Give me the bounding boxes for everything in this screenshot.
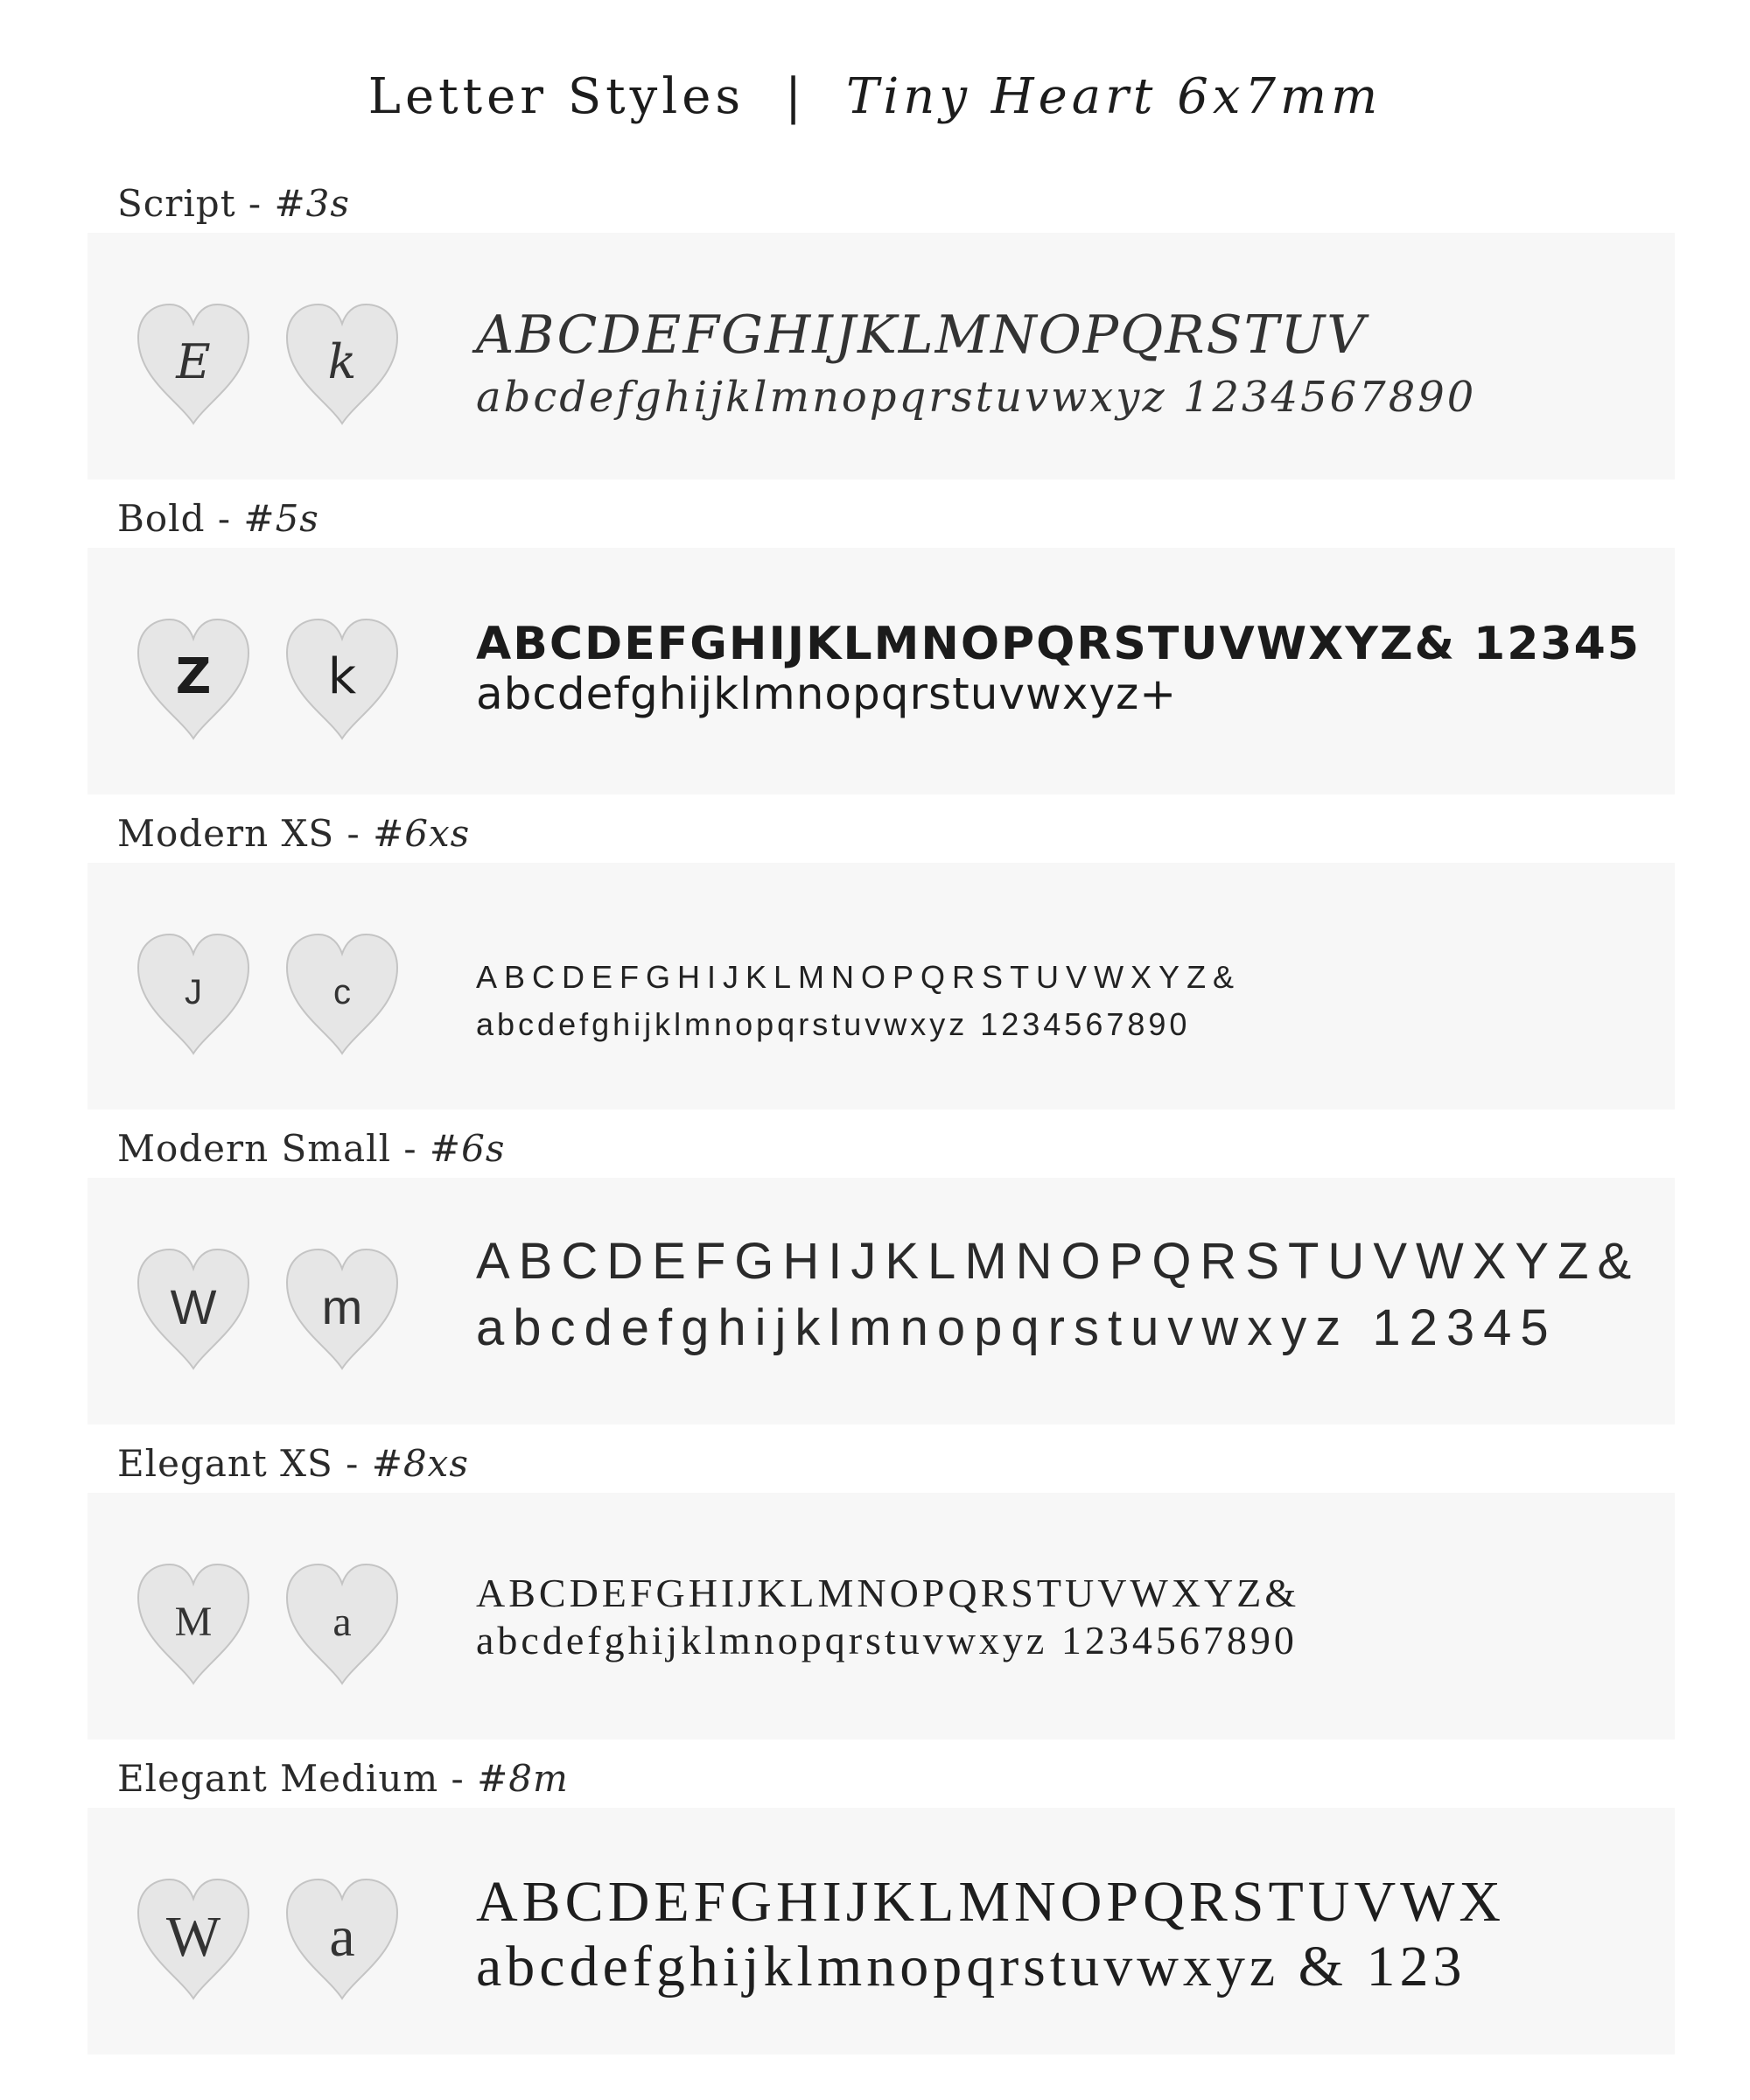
- style-label: [117, 497, 319, 540]
- style-panel: [88, 233, 1675, 480]
- title-text: Letter Styles: [368, 68, 746, 125]
- heart-icon: [136, 1563, 250, 1685]
- style-name: Elegant Medium -: [117, 1757, 478, 1800]
- heart-icon: [136, 1248, 250, 1370]
- style-label: [117, 1127, 505, 1170]
- heart-icon: [285, 618, 399, 740]
- heart-icon: [285, 1878, 399, 2000]
- style-code: #6s: [429, 1127, 506, 1170]
- style-name: Bold -: [117, 497, 244, 540]
- heart-sample-letter: Z: [175, 648, 212, 705]
- heart-sample-letter: a: [329, 1905, 355, 1969]
- heart-sample-letter: W: [165, 1905, 221, 1969]
- style-panel: [88, 548, 1675, 794]
- page-title: [0, 68, 1750, 125]
- heart-icon: [285, 933, 399, 1055]
- style-code: #6xs: [373, 812, 471, 855]
- heart-sample-letter: J: [185, 973, 202, 1012]
- title-separator: |: [785, 68, 806, 125]
- uppercase-alphabet: ABCDEFGHIJKLMNOPQRSTUVWXYZ& 12345: [476, 618, 1641, 670]
- heart-sample-letter: k: [327, 648, 357, 705]
- style-name: Script -: [117, 182, 275, 225]
- uppercase-alphabet: ABCDEFGHIJKLMNOPQRSTUV: [476, 304, 1367, 366]
- title-subtitle: Tiny Heart 6x7mm: [845, 68, 1382, 125]
- heart-sample-letter: W: [170, 1279, 217, 1334]
- heart-sample-letter: E: [176, 334, 211, 389]
- uppercase-alphabet: ABCDEFGHIJKLMNOPQRSTUVWXYZ&: [476, 959, 1242, 995]
- style-panel: [88, 863, 1675, 1110]
- style-label: [117, 812, 470, 855]
- lowercase-alphabet: abcdefghijklmnopqrstuvwxyz 1234567890: [476, 1006, 1191, 1042]
- lowercase-alphabet: abcdefghijklmnopqrstuvwxyz 12345: [476, 1299, 1558, 1356]
- heart-icon: [285, 1563, 399, 1685]
- uppercase-alphabet: ABCDEFGHIJKLMNOPQRSTUVWXYZ&: [476, 1233, 1641, 1290]
- heart-sample-letter: M: [174, 1599, 213, 1645]
- style-code: #3s: [274, 182, 350, 225]
- style-code: #8m: [477, 1757, 569, 1800]
- style-label: [117, 182, 350, 225]
- heart-icon: [136, 1878, 250, 2000]
- heart-icon: [136, 618, 250, 740]
- lowercase-alphabet: abcdefghijklmnopqrstuvwxyz 1234567890: [476, 373, 1477, 422]
- heart-icon: [285, 1248, 399, 1370]
- style-label: [117, 1757, 569, 1800]
- style-code: #5s: [243, 497, 319, 540]
- heart-sample-letter: m: [321, 1279, 363, 1334]
- style-name: Modern XS -: [117, 812, 374, 855]
- style-panel: [88, 1493, 1675, 1740]
- heart-sample-letter: k: [327, 334, 357, 389]
- heart-sample-letter: c: [333, 973, 351, 1012]
- lowercase-alphabet: abcdefghijklmnopqrstuvwxyz & 123: [476, 1935, 1466, 1998]
- lowercase-alphabet: abcdefghijklmnopqrstuvwxyz+: [476, 668, 1178, 719]
- uppercase-alphabet: ABCDEFGHIJKLMNOPQRSTUVWX: [476, 1870, 1506, 1934]
- heart-icon: [136, 303, 250, 425]
- style-label: [117, 1442, 469, 1485]
- style-name: Elegant XS -: [117, 1442, 372, 1485]
- heart-icon: [136, 933, 250, 1055]
- style-panel: [88, 1178, 1675, 1424]
- style-name: Modern Small -: [117, 1127, 430, 1170]
- lowercase-alphabet: abcdefghijklmnopqrstuvwxyz 1234567890: [476, 1618, 1298, 1662]
- heart-icon: [285, 303, 399, 425]
- heart-sample-letter: a: [332, 1599, 352, 1645]
- uppercase-alphabet: ABCDEFGHIJKLMNOPQRSTUVWXYZ&: [476, 1571, 1300, 1615]
- style-panel: [88, 1808, 1675, 2054]
- style-code: #8xs: [371, 1442, 469, 1485]
